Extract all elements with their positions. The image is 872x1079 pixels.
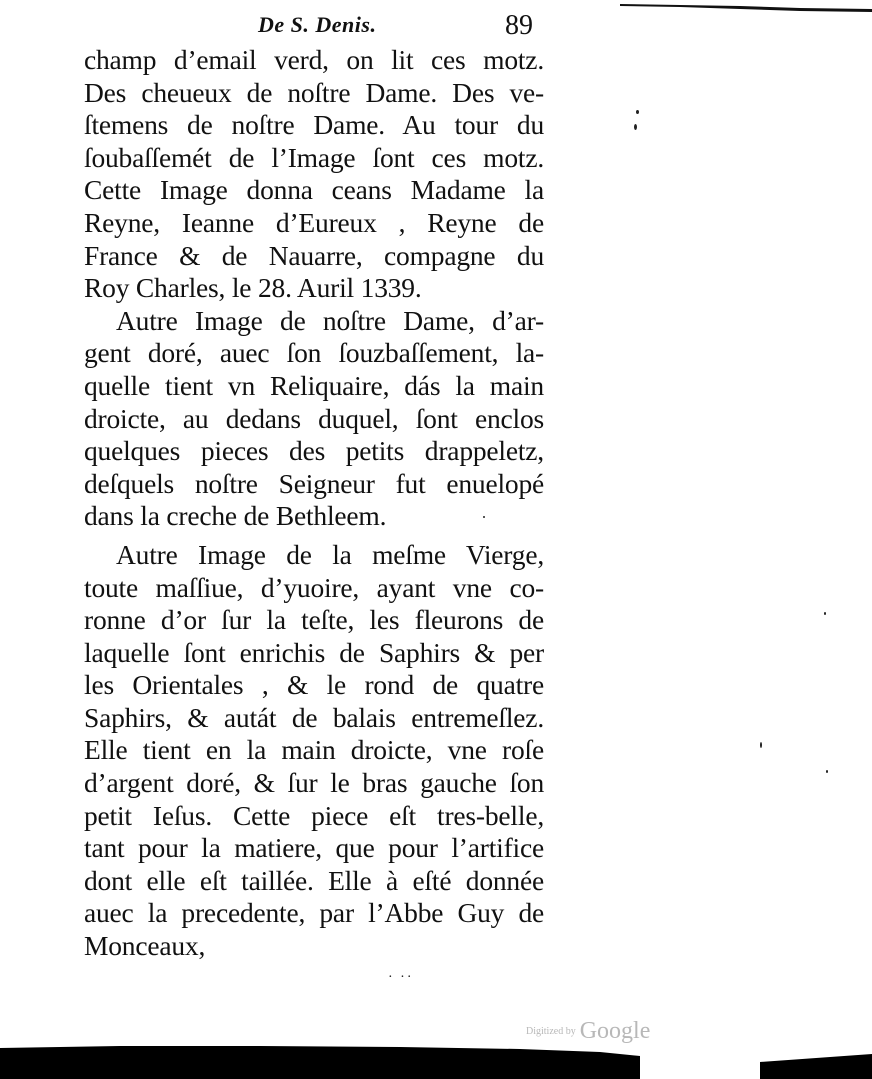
text-line: petit Ieſus. Cette piece eſt tres-belle, (84, 799, 544, 831)
page-number: 89 (505, 10, 533, 41)
text-line: d’argent doré, & ſur le bras gauche ſon (84, 767, 544, 799)
text-line: ſtemens de noſtre Dame. Au tour du (84, 109, 544, 141)
bottom-edge-shadow (0, 1040, 872, 1079)
ink-speck (636, 110, 639, 114)
ink-speck (824, 612, 826, 615)
google-logo: Google (579, 1018, 651, 1044)
ink-speck (826, 770, 828, 773)
text-line: auec la precedente, par l’Abbe Guy de (84, 897, 544, 929)
text-line: Roy Charles, le 28. Auril 1339. (84, 272, 422, 304)
text-line: dans la creche de Bethleem. (84, 500, 387, 532)
text-line: Elle tient en la main droicte, vne roſe (84, 734, 544, 766)
ink-speck (634, 124, 637, 130)
ink-speck (483, 516, 485, 518)
text-line: quelle tient vn Reliquaire, dás la main (84, 369, 544, 401)
text-line: Saphirs, & autát de balais entremeſlez. (84, 701, 544, 733)
text-line: ronne d’or ſur la teſte, les fleurons de (84, 604, 544, 636)
text-line: laquelle ſont enrichis de Saphirs & per (84, 636, 544, 668)
text-line: deſquels noſtre Seigneur fut enuelopé (84, 467, 544, 499)
ink-speck (760, 742, 762, 748)
running-head: De S. Denis. (258, 12, 377, 37)
text-line: France & de Nauarre, compagne du (84, 239, 544, 271)
text-line: droicte, au dedans duquel, ſont enclos (84, 402, 544, 434)
watermark-prefix: Digitized by (526, 1026, 576, 1037)
text-line: Cette Image donna ceans Madame la (84, 174, 544, 206)
text-line: Reyne, Ieanne d’Eureux , Reyne de (84, 206, 544, 238)
text-line: Monceaux, (84, 930, 206, 962)
text-line: ſoubaſſemét de l’Image ſont ces motz. (84, 141, 544, 173)
top-edge-rule (620, 0, 872, 14)
text-line: les Orientales , & le rond de quatre (84, 669, 544, 701)
text-line: champ d’email verd, on lit ces motz. (84, 44, 544, 75)
text-line: Autre Image de noſtre Dame, d’ar- (116, 304, 544, 336)
text-line: quelques pieces des petits drappeletz, (84, 435, 544, 467)
text-line: toute maſſiue, d’yuoire, ayant vne co- (84, 571, 544, 603)
text-line: Autre Image de la meſme Vierge, (116, 538, 544, 570)
text-line: dont elle eſt taillée. Elle à eſté donnée (84, 864, 544, 896)
footer-ornament: · ·· (388, 970, 414, 985)
body-text (84, 44, 544, 963)
text-line: Des cheueux de noſtre Dame. Des ve- (84, 76, 544, 108)
text-line: tant pour la matiere, que pour l’artifice (84, 832, 544, 864)
text-line: gent doré, auec ſon ſouzbaſſement, la- (84, 337, 544, 369)
